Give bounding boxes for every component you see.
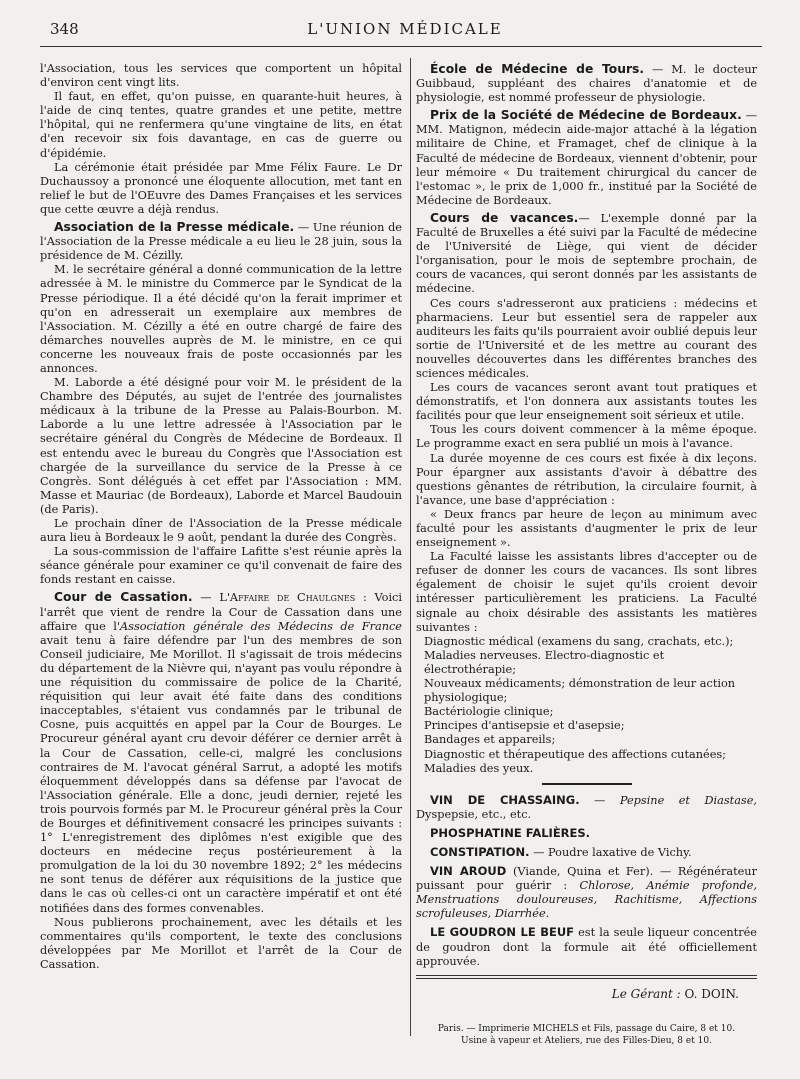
ad-emphasis: Pepsine et Diastase, bbox=[619, 793, 758, 807]
paragraph: La durée moyenne de ces cours est fixée à dix leçons. Pour épargner aux assistants d'avoir à débattre des questions gênantes de rétribution, la circulaire fournit, à l'avance, une base d'appréciation : bbox=[416, 451, 757, 507]
paragraph: Les cours de vacances seront avant tout pratiques et démonstratifs, et l'on donnera aux assistants toutes les facilités pour que leur enseignement soit sérieux et utile. bbox=[416, 381, 757, 423]
section-text: — MM. Matignon, médecin aide-major attaché à la légation militaire de Chine, et Framaget, chef de clinique à la Faculté de médecine de Bordeaux, viennent d'obtenir, pour leur mémoire « Du traitement chirurgical du cancer de l'estomac », le prix de 1,000 fr., institué par la Société de Médecine de Bordeaux. bbox=[416, 109, 758, 207]
right-column bbox=[416, 62, 757, 1047]
ad-vin-aroud bbox=[416, 864, 757, 921]
list-item: Bandages et appareils; bbox=[424, 733, 556, 747]
ads-separator bbox=[542, 783, 632, 785]
ad-product-name: VIN DE CHASSAING. bbox=[430, 792, 580, 807]
section-heading: Association de la Presse médicale. bbox=[54, 220, 295, 235]
cours-section bbox=[416, 211, 757, 297]
ad-product-name: VIN AROUD bbox=[430, 864, 507, 879]
section-text: — Une réunion de l'Association de la Presse médicale a eu lieu le 28 juin, sous la présidence de M. Cézilly. bbox=[40, 221, 402, 263]
ad-text: Dyspepsie, etc., etc. bbox=[416, 807, 532, 821]
gerant-rule bbox=[416, 975, 757, 976]
list-item: Diagnostic médical (examens du sang, crachats, etc.); bbox=[424, 634, 734, 648]
ad-emphasis: Chlorose, Anémie profonde, Menstruations douloureuses, Rachitisme, Affections scrofuleuses, Diarrhée. bbox=[416, 879, 757, 921]
gerant-name: O. DOIN. bbox=[684, 986, 739, 1001]
ad-product-name: LE GOUDRON LE BEUF bbox=[430, 925, 575, 940]
left-column bbox=[40, 62, 402, 972]
list-item: Nouveaux médicaments; démonstration de leur action physiologique; bbox=[424, 677, 736, 705]
paragraph: l'Association, tous les services que comportent un hôpital d'environ cent vingt lits. bbox=[40, 62, 402, 90]
ad-text: est la seule liqueur concentrée de goudron dont la formule ait été officiellement approuvée. bbox=[416, 926, 757, 968]
section-text: — L'exemple donné par la Faculté de Bruxelles a été suivi par la Faculté de médecine de l'Université de Liège, qui vient de décider l'organisation, pour le mois de septembre prochain, de cours de vacances, qui seront donnés par les assistants de médecine. bbox=[416, 211, 757, 296]
ad-product-name: CONSTIPATION. bbox=[430, 844, 530, 859]
cassation-section bbox=[40, 590, 402, 915]
prix-section bbox=[416, 108, 757, 208]
paragraph: M. Laborde a été désigné pour voir M. le président de la Chambre des Députés, au sujet de l'entrée des journalistes médicaux à la tribune de la Presse au Palais-Bourbon. M. Laborde a lu une lettre adressée à l'Association par le secrétaire général du Congrès de Médecine de Bordeaux. Il est entendu avec le bureau du Congrès que l'Association est chargée de la surveillance du service de la Presse à ce Congrès. Sont délégués à cet effet par l'Association : MM. Masse et Mauriac (de Bordeaux), Laborde et Marcel Baudouin (de Paris). bbox=[40, 376, 402, 516]
paragraph: M. le secrétaire général a donné communication de la lettre adressée à M. le ministre du Commerce par le Syndicat de la Presse périodique. Il a été décidé qu'on la ferait imprimer et qu'on en adresserait un exemplaire aux membres de l'Association. M. Cézilly a été en outre chargé de faire des démarches nouvelles auprès de M. le ministre, en ce qui concerne les nouveaux frais de poste occasionnés par les annonces. bbox=[40, 263, 402, 375]
section-text: avait tenu à faire défendre par l'un des membres de son Conseil judiciaire, Me Morillot. Il s'agissait de trois médecins du département de la Nièvre qui, n'ayant pas voulu répondre à une réquisition du commissaire de police de la Charité, réquisition qui leur avait été faite dans des conditions inacceptables, s'étaient vus condamnés par le tribunal de Cosne, puis acquittés en appel par la Cour de Bourges. Le Procureur général ayant cru devoir déférer ce dernier arrêt à la Cour de Cassation, celle-ci, malgré les conclusions contraires de M. l'avocat général Sarrut, a adopté les motifs éloquemment développés dans sa défense par l'avocat de l'Association générale. Elle a donc, jeudi dernier, rejeté les trois pourvois formés par M. le Procureur général près la Cour de Bourges et définitivement consacré les principes suivants : 1° L'enregistrement des diplômes n'est exigible que des docteurs en médecine reçus postérieurement à la promulgation de la loi du 30 novembre 1892; 2° les médecins ne sont tenus de déférer aux réquisitions de la justice que dans le cas où celles-ci ont un caractère impératif et ont été notifiées dans des formes convenables. bbox=[40, 633, 402, 915]
subject-list bbox=[416, 635, 757, 776]
gerant-rule-thin bbox=[416, 978, 757, 979]
ad-constipation bbox=[416, 845, 757, 860]
gerant-line bbox=[416, 987, 757, 1001]
printer-line: Usine à vapeur et Ateliers, rue des Filles-Dieu, 8 et 10. bbox=[461, 1035, 712, 1046]
header-rule bbox=[40, 46, 762, 47]
section-subheading: L'Affaire de Chaulgnes bbox=[219, 591, 356, 605]
section-heading: Cours de vacances. bbox=[430, 210, 579, 225]
association-name: Association générale des Médecins de France bbox=[119, 619, 402, 633]
list-item: Maladies des yeux. bbox=[424, 761, 534, 775]
presse-section bbox=[40, 220, 402, 263]
ad-phosphatine bbox=[416, 826, 757, 841]
ad-text: — Poudre laxative de Vichy. bbox=[529, 845, 692, 859]
list-item: Bactériologie clinique; bbox=[424, 705, 554, 719]
printer-line: Paris. — Imprimerie MICHELS et Fils, passage du Caire, 8 et 10. bbox=[437, 1023, 736, 1034]
dash: — bbox=[579, 793, 620, 807]
dash: — bbox=[192, 591, 220, 605]
gerant-label: Le Gérant : bbox=[611, 986, 681, 1001]
paragraph: Le prochain dîner de l'Association de la Presse médicale aura lieu à Bordeaux le 9 août, pendant la durée des Congrès. bbox=[40, 517, 402, 545]
list-item: Maladies nerveuses. Electro-diagnostic et électrothérapie; bbox=[424, 648, 665, 676]
ad-vin-chassaing bbox=[416, 793, 757, 822]
list-item: Principes d'antisepsie et d'asepsie; bbox=[424, 719, 625, 733]
column-divider bbox=[410, 58, 411, 1036]
paragraph: Il faut, en effet, qu'on puisse, en quarante-huit heures, à l'aide de cinq tentes, quatre grandes et une petite, mettre l'hôpital, qui ne renfermera qu'une vingtaine de lits, en état d'en recevoir six fois davantage, en cas de guerre ou d'épidémie. bbox=[40, 90, 402, 160]
paragraph: La Faculté laisse les assistants libres d'accepter ou de refuser de donner les cours de vacances. Ils sont libres également de choisir le sujet qu'ils croient devoir intéresser particulièrement les praticiens. La Faculté signale au choix désirable des assistants les matières suivantes : bbox=[416, 550, 757, 634]
journal-title: L'UNION MÉDICALE bbox=[307, 20, 503, 38]
ad-goudron bbox=[416, 925, 757, 968]
page-number: 348 bbox=[50, 20, 79, 38]
page-header bbox=[50, 20, 760, 44]
section-text: — M. le docteur Guibbaud, suppléant des chaires d'anatomie et de physiologie, est nommé professeur de physiologie. bbox=[416, 63, 757, 105]
section-heading: Prix de la Société de Médecine de Bordeaux. bbox=[430, 108, 742, 123]
ad-product-name: PHOSPHATINE FALIÈRES. bbox=[430, 825, 591, 840]
paragraph: La sous-commission de l'affaire Lafitte s'est réunie après la séance générale pour examiner ce qu'il convenait de faire des fonds restant en caisse. bbox=[40, 545, 402, 587]
ad-text: (Viande, Quina et Fer). — Régénérateur puissant pour guérir : bbox=[416, 865, 757, 893]
paragraph: Tous les cours doivent commencer à la même époque. Le programme exact en sera publié un mois à l'avance. bbox=[416, 423, 757, 451]
quote-paragraph: « Deux francs par heure de leçon au minimum avec faculté pour les assistants d'augmenter le prix de leur enseignement ». bbox=[416, 507, 757, 550]
section-heading: Cour de Cassation. bbox=[54, 590, 193, 605]
tours-section bbox=[416, 62, 757, 105]
paragraph: La cérémonie était présidée par Mme Félix Faure. Le Dr Duchaussoy a prononcé une éloquente allocution, met tant en relief le but de l'OEuvre des Dames Françaises et les services que cette œuvre a déjà rendus. bbox=[40, 160, 402, 216]
printer-imprint bbox=[416, 1023, 757, 1047]
list-item: Diagnostic et thérapeutique des affections cutanées; bbox=[424, 747, 726, 761]
section-text: : Voici l'arrêt que vient de rendre la Cour de Cassation dans une affaire que l' bbox=[40, 591, 402, 633]
paragraph: Ces cours s'adresseront aux praticiens : médecins et pharmaciens. Leur but essentiel sera de rappeler aux auditeurs les faits qu'ils pourraient avoir oublié depuis leur sortie de l'Université et de les mettre au courant des nouvelles découvertes dans les différentes branches des sciences médicales. bbox=[416, 296, 757, 380]
section-heading: École de Médecine de Tours. bbox=[430, 62, 645, 76]
paragraph: Nous publierons prochainement, avec les détails et les commentaires qu'ils comportent, le texte des conclusions développées par Me Morillot et l'arrêt de la Cour de Cassation. bbox=[40, 915, 402, 971]
